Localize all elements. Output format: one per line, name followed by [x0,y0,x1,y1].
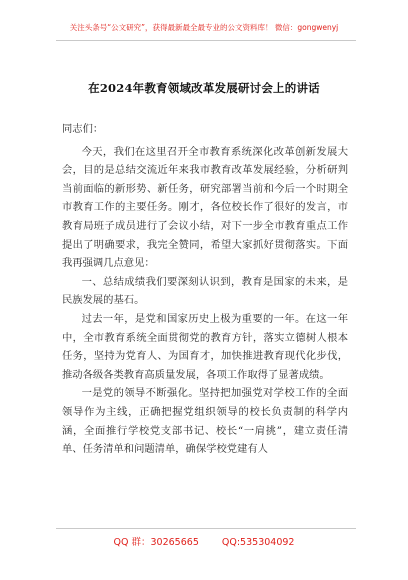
qq-number: QQ:535304092 [221,537,295,548]
footer-divider [56,528,356,529]
paragraph: 一是党的领导不断强化。坚持把加强党对学校工作的全面领导作为主线，正确把握党组织领导的校长负责制的科学内涵，全面推行学校党支部书记、校长“一肩挑”，建立责任清单、任务清单和问题清单，确保学校党建有人 [62,387,348,456]
header-banner: 关注头条号“公文研究”，获得最新最全最专业的公文资料库！ 微信：gongwenyj [69,23,339,32]
paragraph: 今天，我们在这里召开全市教育系统深化改革创新发展大会，目的是总结交流近年来我市教育改革发展经验，分析研判当前面临的新形势、新任务，研究部署当前和今后一个时期全市教育工作的主要任务。刚才，各位校长作了很好的发言，市教育局班子成员进行了会议小结，对下一步全市教育重点工作提出了明确要求，我完全赞同，希望大家抓好贯彻落实。下面我再强调几点意见： [62,145,348,270]
document-title: 在2024年教育领域改革发展研讨会上的讲话 [88,81,320,95]
footer-contacts [0,534,408,548]
paragraph: 过去一年，是党和国家历史上极为重要的一年。在这一年中，全市教育系统全面贯彻党的教育方针，落实立德树人根本任务，坚持为党育人、为国育才，加快推进教育现代化步伐，推动各级各类教育高质量发展，各项工作取得了显著成绩。 [62,312,348,381]
header-divider [56,40,356,41]
qq-group-number: QQ 群：30265665 [113,537,199,548]
document-body [62,120,348,459]
paragraph: 一、总结成绩我们要深刻认识到，教育是国家的未来，是民族发展的基石。 [62,275,348,307]
salutation: 同志们： [62,123,104,135]
